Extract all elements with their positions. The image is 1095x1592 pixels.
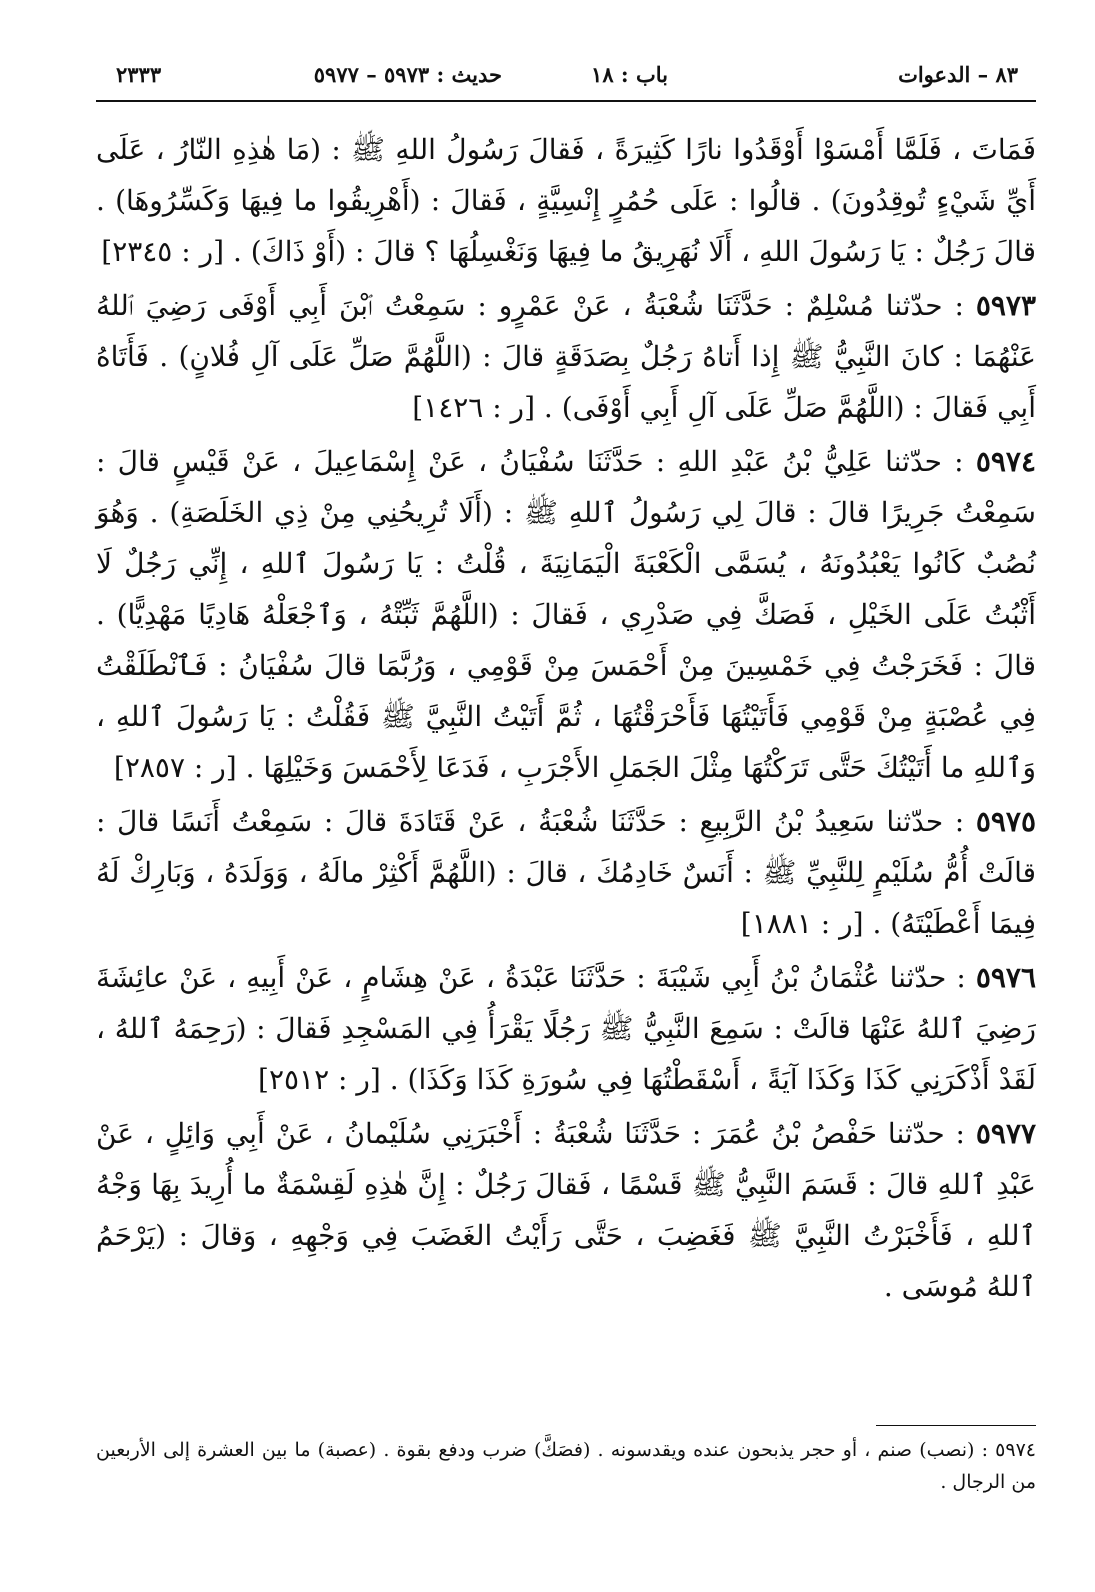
cross-reference: [ر : ٢٣٤٥]: [101, 235, 225, 268]
hadith-text: : حدّثنا سَعِيدُ بْنُ الرَّبِيعِ : حَدَّثَنَا شُعْبَةُ ، عَنْ قَتَادَةَ قالَ : سَمِعْتُ أَنَسًا قالَ : قالَتْ أُمُّ سُلَيْمٍ لِلنَّبِيِّ ﷺ : أَنَسٌ خَادِمُكَ ، قالَ : (اللَّهُمَّ أَكْثِرْ مالَهُ ، وَوَلَدَهُ ، وَبَارِكْ لَهُ فِيمَا أَعْطَيْتَهُ) .: [96, 805, 1036, 940]
hadith-number: ٥٩٧٣: [975, 289, 1036, 322]
hadith-number: ٥٩٧٥: [975, 805, 1036, 838]
hadith-paragraph: [96, 1108, 1036, 1312]
hadith-text: : حدّثنا مُسْلِمٌ : حَدَّثَنَا شُعْبَةُ ، عَنْ عَمْرٍو : سَمِعْتُ ٱبْنَ أَبِي أَوْفَى رَضِيَ ٱللهُ عَنْهُمَا : كانَ النَّبِيُّ ﷺ إِذا أَتاهُ رَجُلٌ بِصَدَقَةٍ قالَ : (اللَّهُمَّ صَلِّ عَلَى آلِ فُلانٍ) . فَأَتَاهُ أَبِي فَقالَ : (اللَّهُمَّ صَلِّ عَلَى آلِ أَبِي أَوْفَى) .: [96, 289, 1036, 424]
hadith-paragraph: [96, 796, 1036, 949]
cross-reference: [ر : ١٤٢٦]: [412, 391, 535, 424]
footnote-divider: [876, 1425, 1036, 1426]
main-text: [96, 124, 1036, 1312]
chapter-title: ٨٣ – الدعوات: [898, 62, 1018, 87]
hadith-number: ٥٩٧٦: [975, 961, 1036, 994]
cross-reference: [ر : ٢٨٥٧]: [113, 751, 237, 784]
hadith-paragraph: [96, 952, 1036, 1105]
hadith-paragraph: [96, 436, 1036, 793]
hadith-text: : حدّثنا حَفْصُ بْنُ عُمَرَ : حَدَّثَنَا شُعْبَةُ : أَخْبَرَنِي سُلَيْمانُ ، عَنْ أَبِي وَائِلٍ ، عَنْ عَبْدِ ٱللهِ قالَ : قَسَمَ النَّبِيُّ ﷺ قَسْمًا ، فَقالَ رَجُلٌ : إِنَّ هٰذِهِ لَقِسْمَةٌ ما أُرِيدَ بِهَا وَجْهُ ٱللهِ ، فَأَخْبَرْتُ النَّبِيَّ ﷺ فَغَضِبَ ، حَتَّى رَأَيْتُ الغَضَبَ فِي وَجْهِهِ ، وَقالَ : (يَرْحَمُ ٱللهُ مُوسَى .: [96, 1117, 1036, 1303]
hadith-number: ٥٩٧٧: [975, 1117, 1037, 1150]
book-page: [96, 52, 1036, 1572]
hadith-paragraph: [96, 280, 1036, 433]
cross-reference: [ر : ١٨٨١]: [740, 907, 864, 940]
footnote: ٥٩٧٤ : (نصب) صنم ، أو حجر يذبحون عنده ويقدسونه . (فصَكَّ) ضرب ودفع بقوة . (عصبة) ما بين العشرة إلى الأربعين من الرجال .: [96, 1439, 1036, 1493]
hadith-range: حديث : ٥٩٧٣ – ٥٩٧٧: [313, 62, 502, 87]
bab-label: باب : ١٨: [591, 62, 668, 87]
hadith-text: : حدّثنا عُثْمَانُ بْنُ أَبِي شَيْبَةَ : حَدَّثَنَا عَبْدَةُ ، عَنْ هِشَامٍ ، عَنْ أَبِيهِ ، عَنْ عائِشَةَ رَضِيَ ٱللهُ عَنْهَا قالَتْ : سَمِعَ النَّبِيُّ ﷺ رَجُلًا يَقْرَأُ فِي المَسْجِدِ فَقالَ : (رَحِمَهُ ٱللهُ ، لَقَدْ أَذْكَرَنِي كَذَا وَكَذَا آيَةً ، أَسْقَطْتُهَا فِي سُورَةِ كَذَا وَكَذَا) .: [96, 961, 1036, 1096]
running-head: [96, 52, 1036, 102]
hadith-number: ٥٩٧٤: [975, 445, 1036, 478]
hadith-text: : حدّثنا عَلِيُّ بْنُ عَبْدِ اللهِ : حَدَّثَنَا سُفْيَانُ ، عَنْ إِسْمَاعِيلَ ، عَنْ قَيْسٍ قالَ : سَمِعْتُ جَرِيرًا قالَ : قالَ لِي رَسُولُ ٱللهِ ﷺ : (أَلَا تُرِيحُنِي مِنْ ذِي الخَلَصَةِ) . وَهُوَ نُصُبٌ كَانُوا يَعْبُدُونَهُ ، يُسَمَّى الْكَعْبَةَ الْيَمَانِيَةَ ، قُلْتُ : يَا رَسُولَ ٱللهِ ، إِنِّي رَجُلٌ لَا أَثْبُتُ عَلَى الخَيْلِ ، فَصَكَّ فِي صَدْرِي ، فَقالَ : (اللَّهُمَّ ثَبِّتْهُ ، وَٱجْعَلْهُ هَادِيًا مَهْدِيًّا) . قالَ : فَخَرَجْتُ فِي خَمْسِينَ مِنْ أَحْمَسَ مِنْ قَوْمِي ، وَرُبَّمَا قالَ سُفْيَانُ : فَٱنْطَلَقْتُ فِي عُصْبَةٍ مِنْ قَوْمِي فَأَتَيْتُهَا فَأَحْرَقْتُهَا ، ثُمَّ أَتَيْتُ النَّبِيَّ ﷺ فَقُلْتُ : يَا رَسُولَ ٱللهِ ، وَٱللهِ ما أَتَيْتُكَ حَتَّى تَرَكْتُهَا مِثْلَ الجَمَلِ الأَجْرَبِ ، فَدَعَا لِأَحْمَسَ وَخَيْلِهَا .: [96, 445, 1036, 784]
hadith-text: فَمَاتَ ، فَلَمَّا أَمْسَوْا أَوْقَدُوا نارًا كَثِيرَةً ، فَقالَ رَسُولُ اللهِ ﷺ : (مَا هٰذِهِ النّارُ ، عَلَى أَيِّ شَيْءٍ تُوقِدُونَ) . قالُوا : عَلَى حُمُرٍ إِنْسِيَّةٍ ، فَقالَ : (أَهْرِيقُوا ما فِيهَا وَكَسِّرُوهَا) . قالَ رَجُلٌ : يَا رَسُولَ اللهِ ، أَلَا نُهَرِيقُ ما فِيهَا وَنَغْسِلُهَا ؟ قالَ : (أَوْ ذَاكَ) .: [96, 133, 1037, 268]
page-number: ٢٣٣٣: [116, 62, 162, 87]
paragraph: [96, 124, 1036, 277]
cross-reference: [ر : ٢٥١٢]: [258, 1063, 381, 1096]
